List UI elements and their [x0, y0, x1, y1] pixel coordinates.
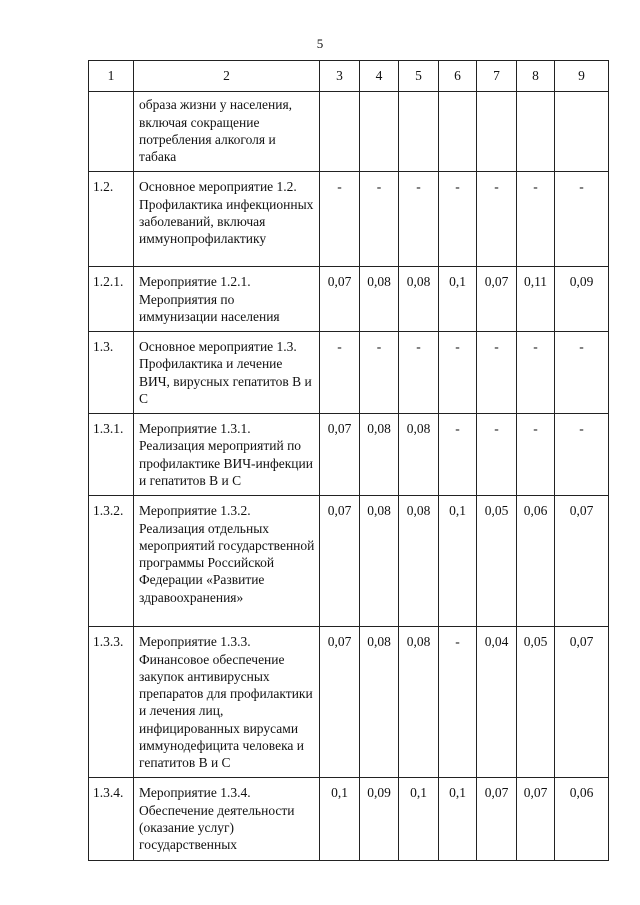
value-cell: 0,07 [320, 627, 360, 778]
value-cell: - [477, 172, 517, 267]
row-description: Мероприятие 1.2.1. Мероприятия по иммунизации населения [134, 267, 320, 332]
value-cell: - [399, 172, 439, 267]
row-code: 1.2.1. [89, 267, 134, 332]
value-cell [555, 92, 609, 172]
value-cell: - [477, 414, 517, 496]
value-cell: - [439, 172, 477, 267]
value-cell: 0,07 [320, 267, 360, 332]
value-cell: 0,07 [320, 496, 360, 627]
value-cell: 0,1 [439, 778, 477, 861]
table-row [89, 332, 609, 414]
value-cell: - [555, 414, 609, 496]
table-row [89, 496, 609, 627]
value-cell: 0,08 [360, 627, 399, 778]
value-cell: 0,08 [399, 496, 439, 627]
value-cell [399, 92, 439, 172]
col-header-8: 8 [517, 61, 555, 92]
value-cell: - [439, 414, 477, 496]
row-code: 1.3.3. [89, 627, 134, 778]
value-cell [320, 92, 360, 172]
value-cell: - [320, 172, 360, 267]
value-cell: - [517, 332, 555, 414]
table-row [89, 172, 609, 267]
value-cell: 0,1 [439, 267, 477, 332]
table-row [89, 627, 609, 778]
value-cell: - [517, 172, 555, 267]
col-header-9: 9 [555, 61, 609, 92]
value-cell: 0,1 [439, 496, 477, 627]
col-header-2: 2 [134, 61, 320, 92]
row-description: Мероприятие 1.3.2. Реализация отдельных мероприятий государственной программы Российской Федерации «Развитие здравоохранения» [134, 496, 320, 627]
col-header-3: 3 [320, 61, 360, 92]
row-description: образа жизни у населения, включая сокращение потребления алкоголя и табака [134, 92, 320, 172]
row-code: 1.3.1. [89, 414, 134, 496]
value-cell: 0,09 [360, 778, 399, 861]
row-description: Мероприятие 1.3.1. Реализация мероприятий по профилактике ВИЧ-инфекции и гепатитов В и С [134, 414, 320, 496]
row-description: Мероприятие 1.3.4. Обеспечение деятельности (оказание услуг) государственных [134, 778, 320, 861]
row-description: Основное мероприятие 1.2. Профилактика инфекционных заболеваний, включая иммунопрофилактику [134, 172, 320, 267]
table-row [89, 92, 609, 172]
table-row [89, 414, 609, 496]
value-cell: - [320, 332, 360, 414]
col-header-4: 4 [360, 61, 399, 92]
col-header-7: 7 [477, 61, 517, 92]
value-cell: 0,11 [517, 267, 555, 332]
row-code: 1.3.4. [89, 778, 134, 861]
value-cell: 0,07 [477, 778, 517, 861]
value-cell: 0,1 [399, 778, 439, 861]
value-cell: 0,07 [517, 778, 555, 861]
row-code: 1.2. [89, 172, 134, 267]
value-cell: 0,08 [360, 267, 399, 332]
value-cell: 0,09 [555, 267, 609, 332]
header-row [89, 61, 609, 92]
value-cell: 0,07 [477, 267, 517, 332]
value-cell: 0,08 [399, 267, 439, 332]
value-cell: 0,07 [555, 627, 609, 778]
indicator-table [88, 60, 609, 861]
page-number: 5 [316, 36, 324, 51]
value-cell: - [360, 172, 399, 267]
value-cell: 0,07 [555, 496, 609, 627]
table-row [89, 778, 609, 861]
col-header-6: 6 [439, 61, 477, 92]
value-cell [360, 92, 399, 172]
value-cell [517, 92, 555, 172]
table-row [89, 267, 609, 332]
value-cell: 0,08 [399, 627, 439, 778]
value-cell: 0,05 [477, 496, 517, 627]
value-cell: 0,06 [555, 778, 609, 861]
value-cell [477, 92, 517, 172]
row-code [89, 92, 134, 172]
value-cell: - [439, 627, 477, 778]
value-cell: 0,05 [517, 627, 555, 778]
row-code: 1.3. [89, 332, 134, 414]
value-cell: - [517, 414, 555, 496]
col-header-1: 1 [89, 61, 134, 92]
value-cell: 0,04 [477, 627, 517, 778]
value-cell: 0,06 [517, 496, 555, 627]
value-cell: 0,07 [320, 414, 360, 496]
value-cell: - [439, 332, 477, 414]
value-cell: 0,1 [320, 778, 360, 861]
value-cell: 0,08 [360, 496, 399, 627]
value-cell: 0,08 [360, 414, 399, 496]
value-cell: - [360, 332, 399, 414]
value-cell: - [399, 332, 439, 414]
value-cell: - [477, 332, 517, 414]
value-cell: 0,08 [399, 414, 439, 496]
col-header-5: 5 [399, 61, 439, 92]
value-cell: - [555, 332, 609, 414]
value-cell: - [555, 172, 609, 267]
row-description: Мероприятие 1.3.3. Финансовое обеспечение закупок антивирусных препаратов для профилактики и лечения лиц, инфицированных вирусами иммунодефицита человека и гепатитов В и С [134, 627, 320, 778]
row-code: 1.3.2. [89, 496, 134, 627]
row-description: Основное мероприятие 1.3. Профилактика и лечение ВИЧ, вирусных гепатитов В и С [134, 332, 320, 414]
value-cell [439, 92, 477, 172]
